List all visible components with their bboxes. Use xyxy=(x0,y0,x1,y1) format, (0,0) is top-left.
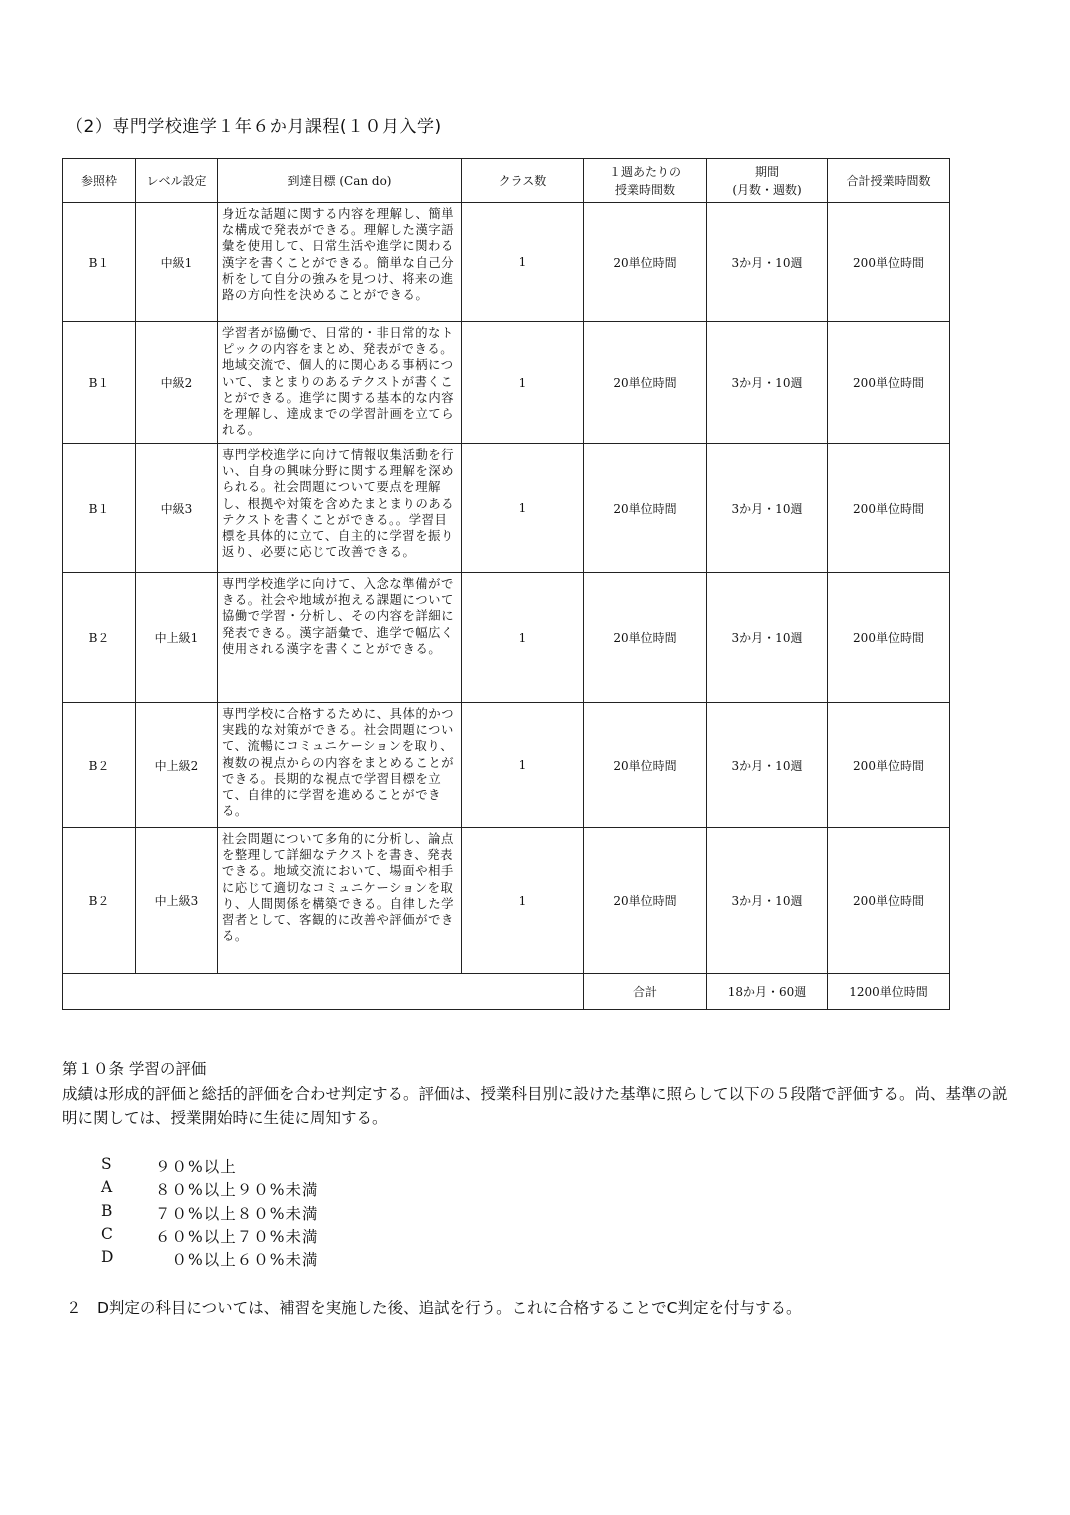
article-title: 第１０条 学習の評価 xyxy=(62,1060,207,1078)
table-row xyxy=(63,703,950,828)
cell-goal: 専門学校進学に向けて、入念な準備ができる。社会や地域が抱える課題について協働で学習・分析し、その内容を詳細に発表できる。漢字語彙で、進学で幅広く使用される漢字を書くことができる。 xyxy=(218,573,462,703)
header-period: 期間 (月数・週数) xyxy=(707,159,828,203)
grade-range: ６０%以上７０%未満 xyxy=(155,1227,319,1246)
header-weekly-hours: １週あたりの 授業時間数 xyxy=(584,159,707,203)
total-row-blank xyxy=(63,974,584,1010)
cell-classes: 1 xyxy=(462,573,584,703)
cell-period: 3か月・10週 xyxy=(707,573,828,703)
list-item xyxy=(101,1248,318,1271)
table-row xyxy=(63,573,950,703)
grade-range: ０%以上６０%未満 xyxy=(155,1251,319,1270)
cell-weekly-hours: 20単位時間 xyxy=(584,322,707,444)
grade-letter: A xyxy=(101,1178,113,1197)
grade-letter: B xyxy=(101,1201,113,1220)
cell-level: 中級1 xyxy=(136,203,218,322)
cell-level: 中上級3 xyxy=(136,828,218,974)
cell-classes: 1 xyxy=(462,203,584,322)
grade-letter: S xyxy=(101,1155,112,1173)
list-item xyxy=(101,1178,318,1201)
cell-level: 中級2 xyxy=(136,322,218,444)
header-goal: 到達目標 (Can do) xyxy=(218,159,462,203)
cell-frame: B２ xyxy=(63,573,136,703)
cell-total-hours: 200単位時間 xyxy=(828,828,950,974)
table-row xyxy=(63,203,950,322)
grade-list xyxy=(101,1155,318,1271)
cell-weekly-hours: 20単位時間 xyxy=(584,203,707,322)
cell-goal: 社会問題について多角的に分析し、論点を整理して詳細なテクストを書き、発表できる。地域交流において、場面や相手に応じて適切なコミュニケーションを取り、人間関係を構築できる。自律した学習者として、客観的に改善や評価ができる。 xyxy=(218,828,462,974)
cell-total-hours: 200単位時間 xyxy=(828,444,950,573)
header-total-hours: 合計授業時間数 xyxy=(828,159,950,203)
cell-classes: 1 xyxy=(462,828,584,974)
grade-letter: D xyxy=(101,1248,114,1267)
cell-level: 中級3 xyxy=(136,444,218,573)
cell-frame: B１ xyxy=(63,444,136,573)
cell-total-hours: 200単位時間 xyxy=(828,322,950,444)
total-row xyxy=(63,974,950,1010)
cell-level: 中上級1 xyxy=(136,573,218,703)
cell-classes: 1 xyxy=(462,444,584,573)
grade-range: ８０%以上９０%未満 xyxy=(155,1181,319,1200)
grade-range: ９０%以上 xyxy=(155,1158,237,1176)
cell-weekly-hours: 20単位時間 xyxy=(584,828,707,974)
cell-period: 3か月・10週 xyxy=(707,828,828,974)
cell-total-hours: 200単位時間 xyxy=(828,203,950,322)
evaluation-paragraph: 成績は形成的評価と総括的評価を合わせ判定する。評価は、授業科目別に設けた基準に照らして以下の５段階で評価する。尚、基準の説明に関しては、授業開始時に生徒に周知する。 xyxy=(62,1085,1008,1127)
table-row xyxy=(63,444,950,573)
cell-classes: 1 xyxy=(462,703,584,828)
remedial-note: ２ D判定の科目については、補習を実施した後、追試を行う。これに合格することでC判定を付与する。 xyxy=(66,1299,802,1317)
total-hours: 1200単位時間 xyxy=(828,974,950,1010)
cell-goal: 身近な話題に関する内容を理解し、簡単な構成で発表ができる。理解した漢字語彙を使用して、日常生活や進学に関わる漢字を書くことができる。簡単な自己分析をして自分の強みを見つけ、将来の進路の方向性を決めることができる。 xyxy=(218,203,462,322)
cell-goal: 学習者が協働で、日常的・非日常的なトピックの内容をまとめ、発表ができる。地域交流で、個人的に関心ある事柄について、まとまりのあるテクストが書くことができる。進学に関する基本的な内容を理解し、達成までの学習計画を立てられる。 xyxy=(218,322,462,444)
cell-weekly-hours: 20単位時間 xyxy=(584,703,707,828)
grade-letter: C xyxy=(101,1224,113,1243)
list-item xyxy=(101,1155,318,1178)
cell-period: 3か月・10週 xyxy=(707,203,828,322)
table-header-row xyxy=(63,159,950,203)
cell-weekly-hours: 20単位時間 xyxy=(584,444,707,573)
cell-frame: B２ xyxy=(63,828,136,974)
cell-classes: 1 xyxy=(462,322,584,444)
cell-level: 中上級2 xyxy=(136,703,218,828)
cell-frame: B２ xyxy=(63,703,136,828)
total-period: 18か月・60週 xyxy=(707,974,828,1010)
cell-total-hours: 200単位時間 xyxy=(828,703,950,828)
table-row xyxy=(63,828,950,974)
header-classes: クラス数 xyxy=(462,159,584,203)
cell-weekly-hours: 20単位時間 xyxy=(584,573,707,703)
cell-period: 3か月・10週 xyxy=(707,444,828,573)
list-item xyxy=(101,1225,318,1248)
list-item xyxy=(101,1202,318,1225)
section-heading: （2）専門学校進学１年６か月課程(１０月入学) xyxy=(66,117,442,137)
grade-range: ７０%以上８０%未満 xyxy=(155,1204,319,1223)
table-row xyxy=(63,322,950,444)
cell-frame: B１ xyxy=(63,203,136,322)
cell-goal: 専門学校に合格するために、具体的かつ実践的な対策ができる。社会問題について、流暢にコミュニケーションを取り、複数の視点からの内容をまとめることができる。長期的な視点で学習目標を立て、自律的に学習を進めることができる。 xyxy=(218,703,462,828)
cell-goal: 専門学校進学に向けて情報収集活動を行い、自身の興味分野に関する理解を深められる。社会問題について要点を理解し、根拠や対策を含めたまとまりのあるテクストを書くことができる。。学習目標を具体的に立て、自主的に学習を振り返り、必要に応じて改善できる。 xyxy=(218,444,462,573)
cell-period: 3か月・10週 xyxy=(707,703,828,828)
cell-period: 3か月・10週 xyxy=(707,322,828,444)
total-label: 合計 xyxy=(584,974,707,1010)
cell-frame: B１ xyxy=(63,322,136,444)
cell-total-hours: 200単位時間 xyxy=(828,573,950,703)
header-frame: 参照枠 xyxy=(63,159,136,203)
header-level: レベル設定 xyxy=(136,159,218,203)
course-table xyxy=(62,158,950,1010)
